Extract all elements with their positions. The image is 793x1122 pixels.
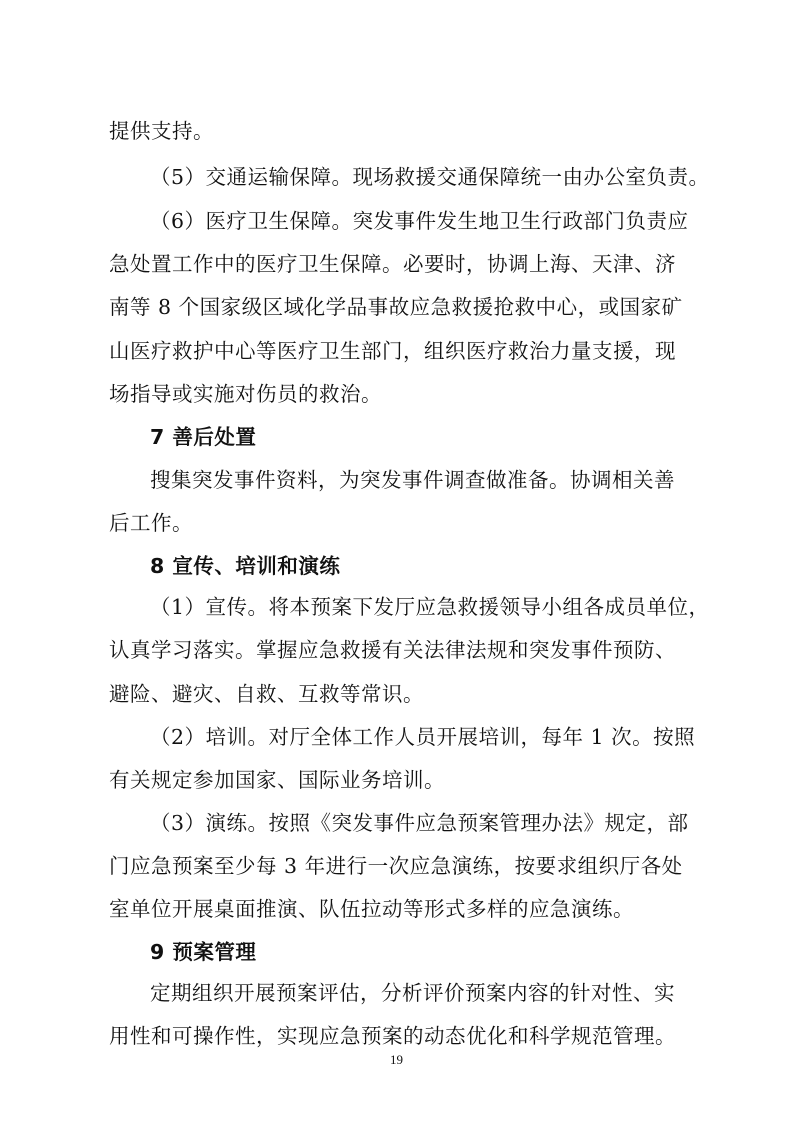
paragraph-line: 提供支持。 <box>109 119 214 143</box>
paragraph-line: （1）宣传。将本预案下发厅应急救援领导小组各成员单位， <box>150 595 710 619</box>
section-heading: 8 宣传、培训和演练 <box>150 554 341 578</box>
paragraph-line: （3）演练。按照《突发事件应急预案管理办法》规定，部 <box>150 811 689 835</box>
section-heading: 9 预案管理 <box>150 940 257 964</box>
paragraph-line: 场指导或实施对伤员的救治。 <box>109 382 382 406</box>
paragraph-line: 定期组织开展预案评估，分析评价预案内容的针对性、实 <box>150 981 675 1005</box>
paragraph-line: （6）医疗卫生保障。突发事件发生地卫生行政部门负责应 <box>150 209 689 233</box>
paragraph-line: 有关规定参加国家、国际业务培训。 <box>109 768 445 792</box>
paragraph-line: 南等 8 个国家级区域化学品事故应急救援抢救中心，或国家矿 <box>109 295 683 319</box>
section-heading: 7 善后处置 <box>150 425 257 449</box>
paragraph-line: 室单位开展桌面推演、队伍拉动等形式多样的应急演练。 <box>109 897 634 921</box>
paragraph-line: 山医疗救护中心等医疗卫生部门，组织医疗救治力量支援，现 <box>109 339 676 363</box>
paragraph-line: （5）交通运输保障。现场救援交通保障统一由办公室负责。 <box>150 165 710 189</box>
paragraph-line: 用性和可操作性，实现应急预案的动态优化和科学规范管理。 <box>109 1024 676 1048</box>
paragraph-line: 后工作。 <box>109 511 193 535</box>
paragraph-line: 避险、避灾、自救、互救等常识。 <box>109 682 424 706</box>
paragraph-line: 认真学习落实。掌握应急救援有关法律法规和突发事件预防、 <box>109 638 676 662</box>
paragraph-line: （2）培训。对厅全体工作人员开展培训，每年 1 次。按照 <box>150 725 696 749</box>
page-number: 19 <box>390 1052 403 1067</box>
paragraph-line: 搜集突发事件资料，为突发事件调查做准备。协调相关善 <box>150 468 675 492</box>
paragraph-line: 急处置工作中的医疗卫生保障。必要时，协调上海、天津、济 <box>109 252 676 276</box>
paragraph-line: 门应急预案至少每 3 年进行一次应急演练，按要求组织厅各处 <box>109 854 683 878</box>
